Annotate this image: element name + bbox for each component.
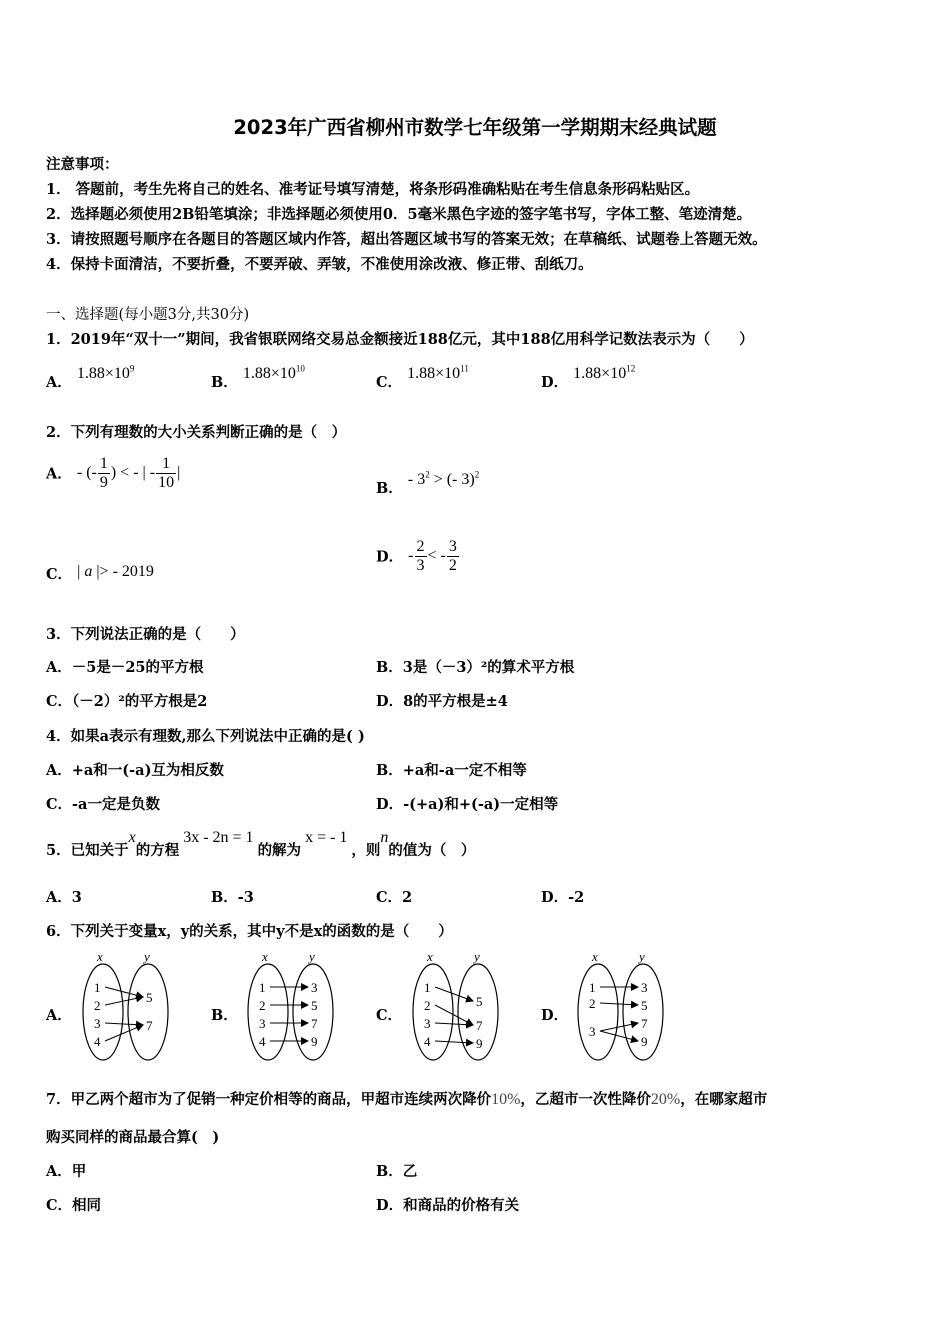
q1-option-c[interactable]: [376, 362, 469, 391]
set-y-ellipse: [128, 964, 168, 1060]
q6-option-a-label[interactable]: A．: [46, 1007, 72, 1024]
math-expression: $1.88\times 10^{12}$: [573, 363, 636, 382]
range-element: 7: [641, 1016, 648, 1031]
option-label: C．: [376, 374, 403, 391]
domain-element: 3: [424, 1016, 431, 1031]
q6-option-d-label[interactable]: D．: [541, 1007, 569, 1024]
section-heading: 一、选择题(每小题3分,共30分): [46, 307, 250, 323]
option-label: A．: [46, 374, 72, 391]
q7-option-b[interactable]: B．乙: [376, 1163, 418, 1180]
domain-element: 3: [259, 1016, 266, 1031]
range-element: 5: [476, 994, 483, 1009]
option-label: C．: [46, 566, 73, 583]
set-x-label: x: [97, 949, 103, 964]
q6-option-c-label[interactable]: C．: [376, 1007, 403, 1024]
mapping-arrow: [600, 1031, 638, 1041]
q5-option-d[interactable]: D．-2: [541, 889, 585, 906]
q3-option-b[interactable]: B．3是（－3）²的算术平方根: [376, 659, 575, 676]
q3-option-c[interactable]: C．（－2）²的平方根是2: [46, 693, 208, 710]
domain-element: 2: [589, 996, 596, 1011]
q4-option-a[interactable]: A．+a和一(-a)互为相反数: [46, 762, 224, 779]
mapping-arrow: [435, 1023, 473, 1025]
set-x-ellipse: [413, 964, 453, 1060]
domain-element: 4: [424, 1034, 431, 1049]
q4-option-c[interactable]: C．-a一定是负数: [46, 796, 160, 813]
domain-element: 2: [424, 998, 431, 1013]
range-element: 3: [641, 980, 648, 995]
range-element: 7: [146, 1018, 153, 1033]
question-2-stem: 2．下列有理数的大小关系判断正确的是（ ）: [46, 424, 347, 441]
range-element: 9: [311, 1034, 318, 1049]
mapping-arrow: [105, 1023, 143, 1025]
mapping-arrow: [600, 1023, 638, 1031]
range-element: 9: [476, 1036, 483, 1051]
domain-element: 2: [94, 998, 101, 1013]
q1-option-b[interactable]: [211, 362, 305, 391]
solution: x = - 1: [305, 829, 348, 846]
notice-item: 4．保持卡面清洁，不要折叠，不要弄破、弄皱，不准使用涂改液、修正带、刮纸刀。: [46, 256, 593, 273]
q4-option-b[interactable]: B．+a和-a一定不相等: [376, 762, 527, 779]
q2-option-d[interactable]: [376, 538, 460, 574]
math-expression: $1.88\times 10^{11}$: [407, 363, 469, 382]
q1-option-a[interactable]: [46, 362, 135, 391]
mapping-arrow: [105, 987, 143, 997]
mapping-arrow: [600, 1003, 638, 1005]
q6-option-b-label[interactable]: B．: [211, 1007, 238, 1024]
domain-element: 1: [259, 980, 266, 995]
option-label: D．: [376, 548, 404, 566]
q3-option-a[interactable]: A．－5是－25的平方根: [46, 659, 204, 676]
question-4-stem: 4．如果a表示有理数,那么下列说法中正确的是( ): [46, 728, 365, 745]
option-label: D．: [541, 374, 569, 391]
q7-option-c[interactable]: C．相同: [46, 1197, 102, 1214]
question-6-stem: 6．下列关于变量x，y的关系，其中y不是x的函数的是（ ）: [46, 923, 453, 940]
question-3-stem: 3．下列说法正确的是（ ）: [46, 626, 245, 643]
math-expression: $1.88\times 10^{10}$: [242, 363, 305, 382]
question-5-stem: 5．已知关于x的方程3x - 2n = 1的解为x = - 1，则n的值为（ ）: [46, 829, 476, 859]
notice-item: 2．选择题必须使用2B铅笔填涂；非选择题必须使用0．5毫米黑色字迹的签字笔书写，字体工整、笔迹清楚。: [46, 206, 752, 223]
q5-option-b[interactable]: B．-3: [211, 889, 254, 906]
domain-element: 1: [589, 980, 596, 995]
q1-option-d[interactable]: [541, 362, 636, 391]
q7-option-d[interactable]: D．和商品的价格有关: [376, 1197, 520, 1214]
domain-element: 4: [94, 1034, 101, 1049]
q2-option-b[interactable]: [376, 468, 480, 497]
q6-mapping-diagrams: [0, 945, 950, 1070]
set-x-ellipse: [248, 964, 288, 1060]
set-x-label: x: [592, 949, 598, 964]
notice-item: 1． 答题前，考生先将自己的姓名、准考证号填写清楚，将条形码准确粘贴在考生信息条形码粘贴区。: [46, 181, 700, 198]
range-element: 5: [641, 998, 648, 1013]
q5-option-c[interactable]: C．2: [376, 889, 413, 906]
notice-heading: 注意事项：: [46, 156, 119, 173]
option-label: B．: [376, 480, 403, 497]
q4-option-d[interactable]: D．-(+a)和+(-a)一定相等: [376, 796, 559, 813]
set-x-label: x: [427, 949, 433, 964]
domain-element: 1: [424, 980, 431, 995]
set-y-label: y: [474, 949, 480, 964]
domain-element: 3: [94, 1016, 101, 1031]
domain-element: 3: [589, 1024, 596, 1039]
set-x-ellipse: [578, 964, 618, 1060]
domain-element: 2: [259, 998, 266, 1013]
mapping-arrow: [435, 1005, 473, 1025]
mapping-arrow: [105, 997, 143, 1005]
math-expression: - $3^2$ > (- 3)$^2$: [407, 469, 480, 488]
range-element: 3: [311, 980, 318, 995]
q2-option-c[interactable]: [46, 560, 154, 581]
option-label: A．: [46, 465, 72, 483]
math-expression: $1.88\times 10^9$: [76, 363, 135, 382]
option-label: B．: [211, 374, 238, 391]
math-expression: | a |> - 2019: [77, 563, 154, 580]
q3-option-d[interactable]: D．8的平方根是±4: [376, 693, 508, 710]
mapping-arrow: [105, 1025, 143, 1041]
set-y-label: y: [309, 949, 315, 964]
domain-element: 1: [94, 980, 101, 995]
range-element: 7: [311, 1016, 318, 1031]
question-7-stem-line2: 购买同样的商品最合算( ): [46, 1129, 220, 1146]
range-element: 7: [476, 1018, 483, 1033]
q2-option-a[interactable]: [46, 455, 180, 491]
mapping-arrow: [435, 1041, 473, 1043]
range-element: 9: [641, 1034, 648, 1049]
set-x-ellipse: [83, 964, 123, 1060]
set-y-label: y: [639, 949, 645, 964]
set-x-label: x: [262, 949, 268, 964]
set-y-label: y: [144, 949, 150, 964]
page-title: 2023年广西省柳州市数学七年级第一学期期末经典试题: [233, 116, 717, 139]
q5-option-a[interactable]: A．3: [46, 889, 82, 906]
question-1-stem: 1．2019年“双十一”期间，我省银联网络交易总金额接近188亿元，其中188亿用科学记数法表示为（ ）: [46, 331, 754, 348]
equation: 3x - 2n = 1: [183, 829, 254, 846]
notice-item: 3．请按照题号顺序在各题目的答题区域内作答，超出答题区域书写的答案无效；在草稿纸、试题卷上答题无效。: [46, 231, 767, 248]
math-expression: - (- $\frac{1}{9}$ ) < - | - $\frac{1}{10}$ |: [76, 455, 181, 491]
mapping-arrow: [435, 987, 473, 1001]
math-expression: - $\frac{2}{3}$ < - $\frac{3}{2}$: [408, 538, 457, 574]
q7-option-a[interactable]: A．甲: [46, 1163, 87, 1180]
question-7-stem-line1: 7．甲乙两个超市为了促销一种定价相等的商品，甲超市连续两次降价10%，乙超市一次性降价20%，在哪家超市: [46, 1091, 768, 1108]
range-element: 5: [311, 998, 318, 1013]
domain-element: 4: [259, 1034, 266, 1049]
range-element: 5: [146, 990, 153, 1005]
